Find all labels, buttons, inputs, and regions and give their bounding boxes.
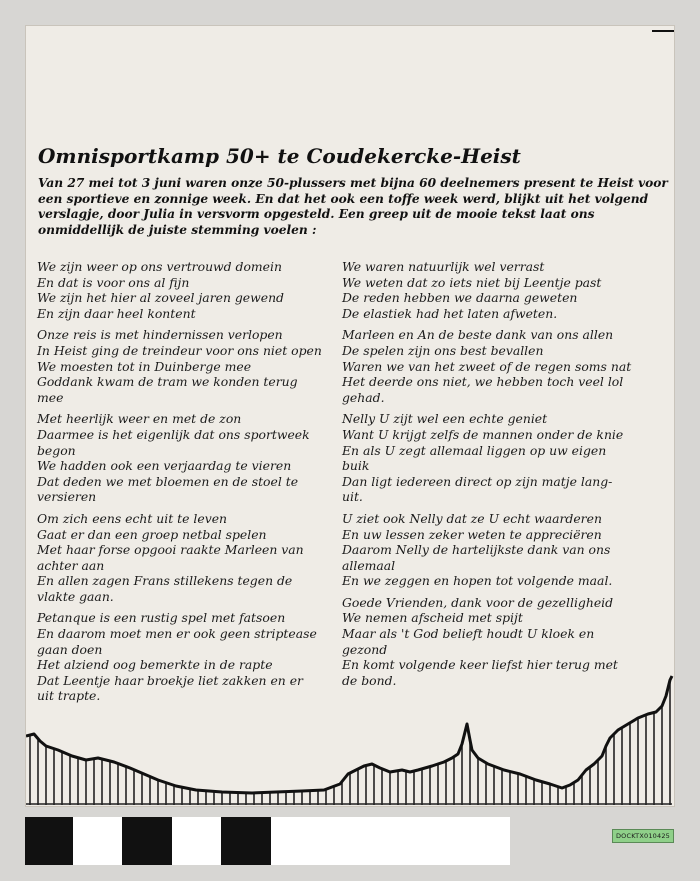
intro-line: een sportieve en zonnige week. En dat het ook een toffe week werd, blijkt uit het volgend (38, 191, 649, 206)
poem-line: de bond. (342, 672, 397, 688)
poem-line: Met heerlijk weer en met de zon (37, 411, 242, 427)
poem-line: gezond (342, 641, 388, 657)
poem-line: Dan ligt iedereen direct op zijn matje lang- (342, 473, 613, 489)
poem-line: gaan doen (37, 641, 103, 657)
poem-line: En komt volgende keer liefst hier terug met (342, 657, 618, 673)
poem-line: We moesten tot in Duinberge mee (37, 358, 252, 374)
poem-left-column (37, 259, 337, 710)
poem-line: En we zeggen en hopen tot volgende maal. (342, 573, 613, 589)
poem-line: Dat Leentje haar broekje liet zakken en er (37, 672, 303, 688)
poem-line: We nemen afscheid met spijt (342, 610, 523, 626)
poem-line: We waren natuurlijk wel verrast (342, 259, 545, 274)
poem-line: Het alziend oog bemerkte in de rapte (37, 657, 273, 673)
fence-skyline-illustration (26, 666, 675, 807)
poem-line: We hadden ook een verjaardag te vieren (37, 458, 292, 474)
poem-stanza (342, 411, 642, 505)
poem-line: begon (37, 442, 76, 458)
poem-line: uit. (342, 489, 363, 505)
poem-line: Want U krijgt zelfs de mannen onder de knie (342, 426, 624, 442)
poem-line: En daarom moet men er ook geen striptease (37, 626, 317, 642)
poem-line: Petanque is een rustig spel met fatsoen (37, 610, 286, 626)
poem-line: Om zich eens echt uit te leven (37, 510, 228, 526)
poem-line: Waren we van het zweet of de regen soms nat (342, 358, 632, 374)
poem-line: De elastiek had het laten afweten. (342, 305, 558, 321)
poem-line: Goddank kwam de tram we konden terug (37, 374, 298, 390)
calibration-block-1 (25, 817, 73, 865)
poem-line: Maar als 't God belieft houdt U kloek en (342, 626, 595, 642)
poem-line: En zijn daar heel kontent (37, 305, 196, 321)
poem-stanza (342, 511, 642, 589)
corner-mark (652, 30, 674, 32)
poem-line: En allen zagen Frans stillekens tegen de (37, 573, 293, 589)
poem-right-column (342, 259, 642, 694)
poem-line: buik (342, 458, 370, 474)
poem-line: Het deerde ons niet, we hebben toch veel lol (342, 374, 624, 390)
poem-stanza (342, 327, 642, 405)
article-title: Omnisportkamp 50+ te Coudekercke-Heist (38, 144, 521, 168)
poem-stanza (342, 259, 642, 321)
poem-line: We zijn het hier al zoveel jaren gewend (37, 290, 284, 306)
poem-line: En als U zegt allemaal liggen op uw eigen (342, 442, 607, 458)
intro-line: Van 27 mei tot 3 juni waren onze 50-plussers met bijna 60 deelnemers present te Heist voor (38, 176, 668, 190)
newspaper-clipping (25, 25, 675, 807)
archive-code-label: DOCKTX010425 (612, 829, 674, 843)
skyline-outline (26, 676, 672, 793)
poem-line: En uw lessen zeker weten te appreciëren (342, 526, 602, 542)
poem-line: achter aan (37, 557, 105, 573)
poem-line: Met haar forse opgooi raakte Marleen van (37, 542, 304, 558)
poem-line: En dat is voor ons al fijn (37, 274, 190, 290)
poem-stanza (37, 259, 337, 321)
poem-stanza (37, 411, 337, 505)
poem-line: Daarom Nelly de hartelijkste dank van ons (342, 542, 611, 558)
poem-line: Marleen en An de beste dank van ons allen (342, 327, 614, 343)
poem-line: uit trapte. (37, 688, 101, 704)
poem-line: gehad. (342, 389, 385, 405)
poem-line: Dat deden we met bloemen en de stoel te (37, 473, 299, 489)
poem-line: Goede Vrienden, dank voor de gezelligheid (342, 594, 614, 610)
intro-line: verslagje, door Julia in versvorm opgesteld. Een greep uit de mooie tekst laat ons (38, 207, 595, 221)
poem-line: U ziet ook Nelly dat ze U echt waarderen (342, 510, 602, 526)
poem-line: De spelen zijn ons best bevallen (342, 342, 544, 358)
calibration-block-3 (221, 817, 271, 865)
poem-line: In Heist ging de treindeur voor ons niet open (37, 342, 322, 358)
poem-line: Onze reis is met hindernissen verlopen (37, 327, 283, 343)
poem-line: Daarmee is het eigenlijk dat ons sportweek (37, 426, 310, 442)
poem-stanza (37, 327, 337, 405)
poem-line: We zijn weer op ons vertrouwd domein (37, 259, 282, 274)
poem-line: vlakte gaan. (37, 588, 114, 604)
article-intro (38, 176, 668, 238)
calibration-block-2 (122, 817, 172, 865)
poem-line: versieren (37, 489, 97, 505)
poem-line: We weten dat zo iets niet bij Leentje past (342, 274, 602, 290)
poem-line: Nelly U zijt wel een echte geniet (342, 411, 548, 427)
poem-stanza (37, 511, 337, 605)
intro-line: onmiddellijk de juiste stemming voelen : (38, 222, 317, 237)
poem-line: mee (37, 389, 64, 405)
poem-line: Gaat er dan een groep netbal spelen (37, 526, 267, 542)
color-calibration-bar (25, 817, 510, 865)
poem-line: De reden hebben we daarna geweten (342, 290, 578, 306)
poem-line: allemaal (342, 557, 396, 573)
